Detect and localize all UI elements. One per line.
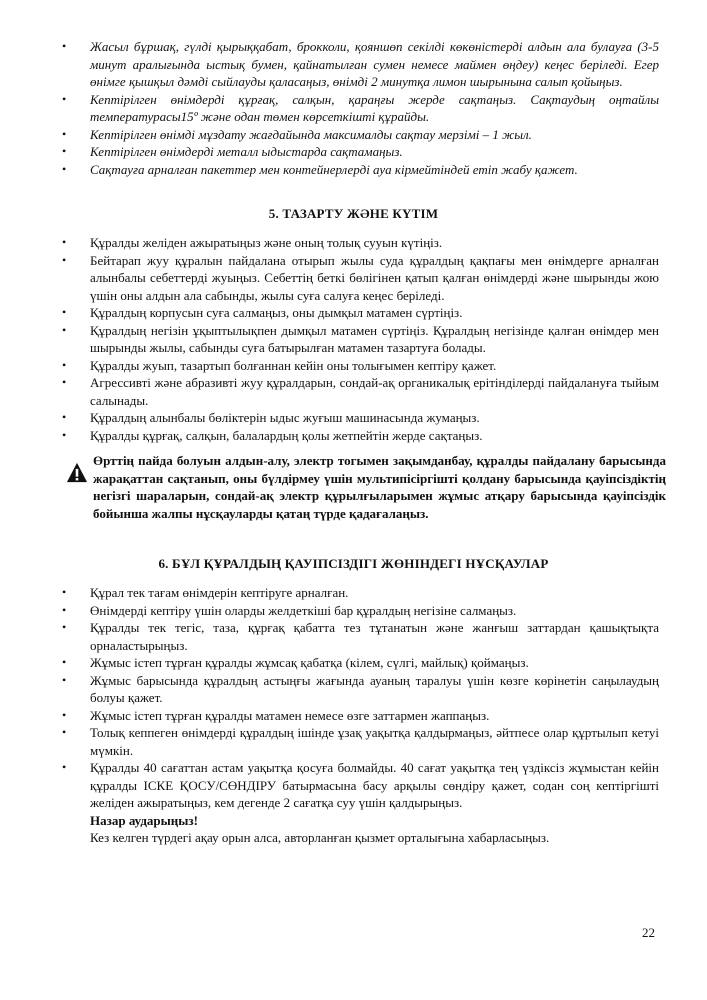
- list-item: • Құрал тек тағам өнімдерін кептіруге арналған.: [62, 585, 349, 600]
- list-item: • Жұмыс істеп тұрған құралды жұмсақ қабатқа (кілем, сүлгі, майлық) қоймаңыз.: [62, 655, 529, 670]
- bullet: •: [62, 235, 67, 249]
- list-item: • Толық кеппеген өнімдерді құралдың ішінде ұзақ уақытқа қалдырмаңыз, әйтпесе олар құртылып кетуі мүмкін.: [62, 725, 659, 758]
- bullet: •: [62, 39, 67, 53]
- page-number: 22: [642, 925, 655, 940]
- list-item: • Құралды желіден ажыратыңыз және оның толық сууын күтіңіз.: [62, 235, 443, 250]
- bullet: •: [62, 144, 67, 158]
- list-item: • Кептірілген өнімді мұздату жағдайында максималды сақтау мерзімі – 1 жыл.: [62, 126, 532, 142]
- list-item: • Кептірілген өнімдерді құрғақ, салқын, қараңғы жерде сақтаңыз. Сақтаудың оңтайлы температурасы15º және одан төмен көрсеткішті құрайды.: [62, 91, 659, 124]
- bullet: •: [62, 357, 67, 372]
- bullet: •: [62, 620, 67, 634]
- bullet: •: [62, 760, 67, 774]
- list-item: • Агрессивті және абразивті жуу құралдарын, сондай-ақ органикалық ерітінділерді пайдалануға тыйым салынады.: [62, 375, 659, 408]
- list-item: • Құралдың корпусын суға салмаңыз, оны дымқыл матамен сүртіңіз.: [62, 305, 463, 320]
- list-item: • Жасыл бұршақ, гүлді қырыққабат, брокколи, қояншөп секілді көкөністерді алдын ала булауға (3-5 минут аралығында ыстық бумен, қайнатылған сумен немесе маймен өңдеу) кеңес беріледі. Егер өнімге қышқыл дәмді сыйлауды қаласаңыз, өнімді 2 минутқа лимон шырынына салып қойыңыз.: [62, 39, 659, 89]
- bullet: •: [62, 322, 67, 337]
- warning-text: Өрттің пайда болуын алдын-алу, электр тогымен зақымданбау, құралды пайдалану барысында жарақаттан сақтанып, оны бүлдірмеу үшін мультипісіргішті қолдану барысында қауіпсіздіктің негізгі шараларын, сондай-ақ электр құрылғыларымен жұмыс атқару барысында қауіпсіздік бойынша жалпы нұсқауларды қатаң түрде қадағалаңыз.: [93, 453, 666, 521]
- bullet: •: [62, 602, 67, 617]
- list-item: • Кептірілген өнімдерді металл ыдыстарда сақтамаңыз.: [62, 144, 403, 159]
- bullet: •: [62, 725, 67, 739]
- list-item: • Құралды 40 сағаттан астам уақытқа қосуға болмайды. 40 сағат уақытқа тең үздіксіз жұмыстан кейін құралды ІСКЕ ҚОСУ/СӨНДІРУ батырмасына басу арқылы сөндіру қажет, содан соң кептіргішті желіден ажыратыңыз, кем дегенде 2 сағатқа суу үшін қалдырыңыз.: [62, 760, 659, 810]
- bullet: •: [62, 91, 67, 106]
- warning-triangle-icon: [66, 462, 88, 484]
- section-5-title: 5. ТАЗАРТУ ЖӘНЕ КҮТІМ: [268, 206, 439, 221]
- attention-text: Кез келген түрдегі ақау орын алса, авторланған қызмет орталығына хабарласыңыз.: [90, 830, 550, 845]
- bullet: •: [62, 252, 67, 267]
- safety-warning: [66, 452, 666, 522]
- safety-section: [0, 584, 707, 847]
- storage-list: [0, 38, 707, 178]
- bullet: •: [62, 126, 67, 141]
- attention-label: Назар аударыңыз!: [90, 812, 198, 828]
- list-item: • Құралдың негізін ұқыптылықпен дымқыл матамен сүртіңіз. Құралдың негізінде қалған өнімдер мен шырынды жылы, сабынды суға батырылған матамен тазартуға болады.: [62, 322, 659, 355]
- section-6-title: 6. БҰЛ ҚҰРАЛДЫҢ ҚАУІПСІЗДІГІ ЖӨНІНДЕГІ НҰСҚАУЛАР: [158, 556, 549, 571]
- bullet: •: [62, 410, 67, 424]
- list-item: • Сақтауға арналған пакеттер мен контейнерлерді ауа кірмейтіндей етіп жабу қажет.: [62, 161, 578, 177]
- list-item: • Өнімдерді кептіру үшін оларды желдеткіші бар құралдың негізіне салмаңыз.: [62, 602, 517, 618]
- list-item: • Құралдың алынбалы бөліктерін ыдыс жуғыш машинасында жумаңыз.: [62, 410, 480, 425]
- bullet: •: [62, 672, 67, 687]
- bullet: •: [62, 655, 67, 669]
- list-item: • Құралды жуып, тазартып болғаннан кейін оны толығымен кептіру қажет.: [62, 357, 497, 373]
- list-item: • Құралды тек тегіс, таза, құрғақ қабатта тез тұтанатын және жанғыш заттардан қашықтықта орналастырыңыз.: [62, 620, 659, 653]
- list-item: • Бейтарап жуу құралын пайдалана отырып жылы суда құралдың қақпағы мен өнімдерге арналған алынбалы себеттерді жуыңыз. Себеттің беткі бөлігінен қатып қалған өнімдерді және шырынды жою үшін оны алдын ала сабынды, жылы суға салуға кеңес беріледі.: [62, 252, 659, 303]
- bullet: •: [62, 375, 67, 389]
- safety-list: [0, 584, 707, 812]
- bullet: •: [62, 305, 67, 319]
- list-item: • Жұмыс істеп тұрған құралды матамен немесе өзге заттармен жаппаңыз.: [62, 707, 490, 723]
- list-item: • Жұмыс барысында құралдың астыңғы жағында ауаның таралуы үшін көзге көрінетін саңылаудың болуы қажет.: [62, 672, 659, 705]
- bullet: •: [62, 161, 67, 176]
- list-item: • Құралды құрғақ, салқын, балалардың қолы жетпейтін жерде сақтаңыз.: [62, 427, 483, 443]
- cleaning-list: [0, 234, 707, 444]
- bullet: •: [62, 707, 67, 722]
- bullet: •: [62, 427, 67, 442]
- bullet: •: [62, 585, 67, 599]
